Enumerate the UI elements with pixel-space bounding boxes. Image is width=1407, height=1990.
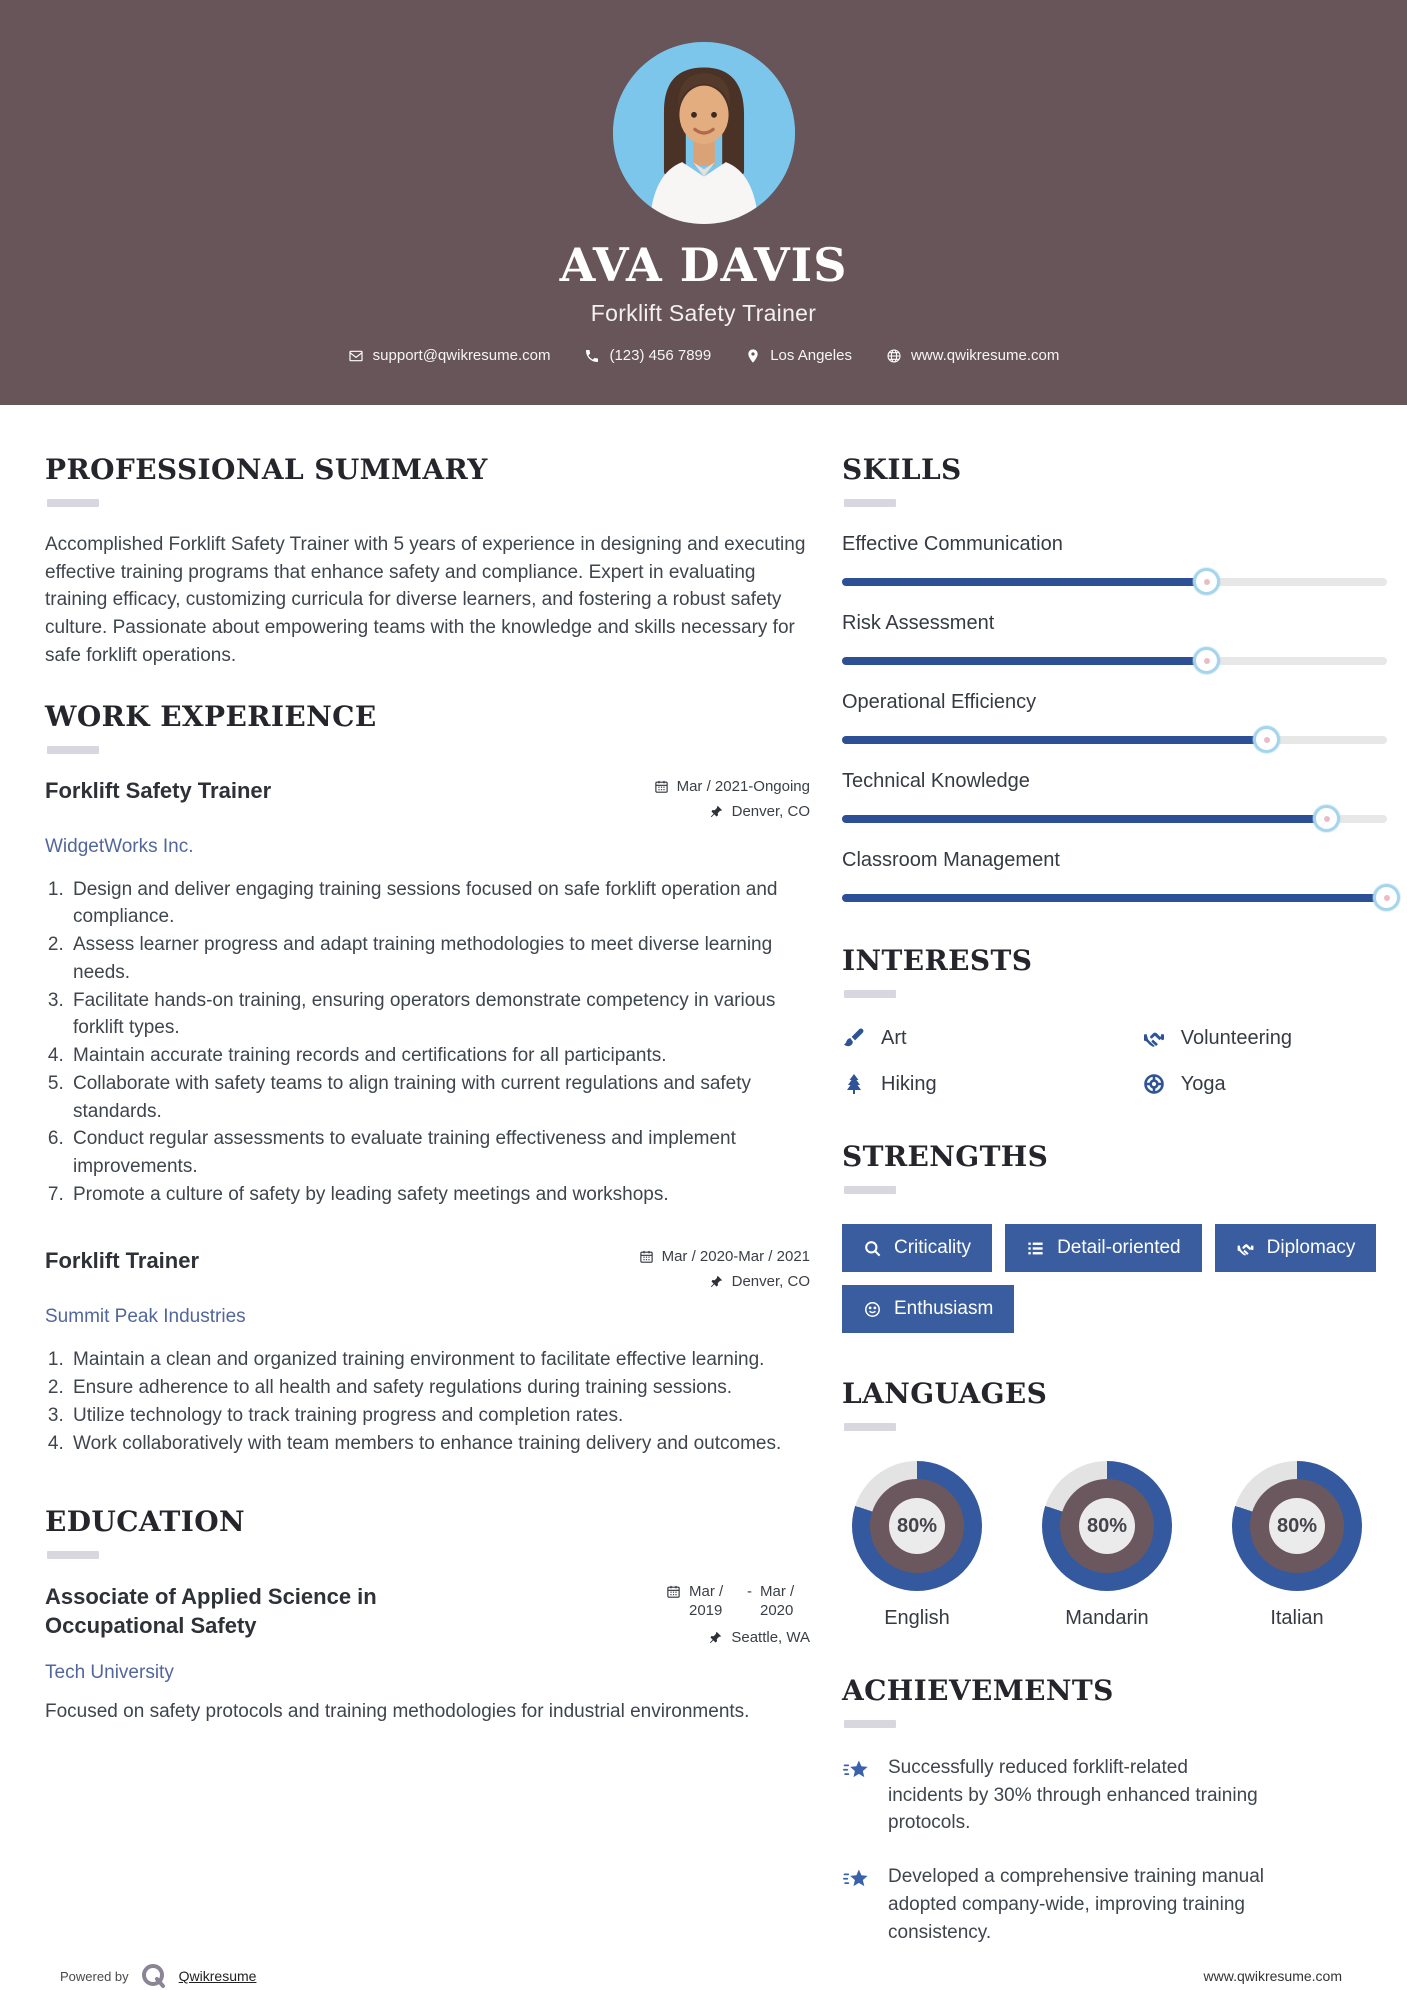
pushpin-icon bbox=[709, 804, 724, 819]
language-donut bbox=[1232, 1461, 1362, 1591]
education-date-start: Mar / 2019 bbox=[689, 1583, 724, 1620]
skill-row bbox=[842, 612, 1387, 665]
job-location-text: Denver, CO bbox=[731, 802, 810, 820]
header bbox=[0, 0, 1407, 405]
school-link[interactable]: Tech University bbox=[45, 1661, 174, 1683]
heading-underline bbox=[47, 499, 99, 507]
job-location-text: Denver, CO bbox=[731, 1273, 810, 1291]
company-link[interactable]: Summit Peak Industries bbox=[45, 1306, 246, 1328]
interests-section bbox=[842, 944, 1387, 1096]
search-icon bbox=[863, 1239, 882, 1258]
language-item bbox=[842, 1461, 992, 1630]
contact-website bbox=[886, 347, 1059, 364]
contact-website-text: www.qwikresume.com bbox=[910, 347, 1060, 364]
skill-label: Classroom Management bbox=[842, 849, 1060, 871]
strength-label: Criticality bbox=[894, 1237, 972, 1258]
summary-section bbox=[45, 453, 810, 670]
languages-section bbox=[842, 1377, 1387, 1630]
slider-handle[interactable] bbox=[1313, 805, 1340, 832]
envelope-icon bbox=[348, 348, 364, 364]
footer-website: www.qwikresume.com bbox=[1203, 1968, 1342, 1985]
skill-slider[interactable] bbox=[842, 815, 1387, 823]
powered-by-label: Powered by bbox=[60, 1968, 129, 1984]
achievements-section bbox=[842, 1674, 1387, 1946]
job-meta bbox=[639, 1248, 810, 1298]
contact-email bbox=[348, 347, 551, 364]
language-item bbox=[1222, 1461, 1372, 1630]
strength-label: Diplomacy bbox=[1266, 1237, 1356, 1258]
summary-text: Accomplished Forklift Safety Trainer with 5 years of experience in designing and executing effective training programs that enhance safety and compliance. Expert in evaluating training efficacy, customizing curricula for diverse learners, and fostering a robust safety culture. Passionate about empowering teams with the knowledge and skills necessary for safe forklift operations. bbox=[45, 534, 806, 666]
slider-handle[interactable] bbox=[1193, 568, 1220, 595]
interest-label: Art bbox=[881, 1026, 907, 1049]
tree-icon bbox=[842, 1072, 866, 1096]
interest-item bbox=[842, 1026, 1142, 1050]
strengths-list bbox=[842, 1224, 1387, 1333]
lifebuoy-icon bbox=[1142, 1072, 1166, 1096]
job-title: Forklift Trainer bbox=[45, 1248, 200, 1274]
education-heading: EDUCATION bbox=[45, 1505, 246, 1539]
phone-icon bbox=[584, 348, 600, 364]
bullet-item: 4. Work collaboratively with team members to enhance training delivery and outcomes. bbox=[69, 1430, 810, 1458]
company-link[interactable]: WidgetWorks Inc. bbox=[45, 835, 194, 857]
achievements-heading: ACHIEVEMENTS bbox=[842, 1674, 1114, 1707]
slider-handle[interactable] bbox=[1193, 647, 1220, 674]
job-entry bbox=[45, 1248, 810, 1457]
slider-handle[interactable] bbox=[1253, 726, 1280, 753]
language-percent: 80% bbox=[1269, 1498, 1325, 1554]
job-date-text: Mar / 2020-Mar / 2021 bbox=[661, 1248, 810, 1266]
contact-row bbox=[0, 347, 1407, 364]
handshake-icon bbox=[1142, 1026, 1166, 1050]
work-heading: WORK EXPERIENCE bbox=[45, 699, 377, 733]
left-column bbox=[45, 453, 810, 1726]
interest-label: Hiking bbox=[881, 1072, 937, 1095]
strength-chip-enthusiasm[interactable] bbox=[842, 1285, 1014, 1333]
interests-heading: INTERESTS bbox=[842, 944, 1033, 977]
handshake-icon bbox=[1236, 1239, 1255, 1258]
job-date-text: Mar / 2021-Ongoing bbox=[676, 777, 810, 795]
skill-row bbox=[842, 770, 1387, 823]
pushpin-icon bbox=[708, 1630, 723, 1645]
achievement-text: Successfully reduced forklift-related incidents by 30% through enhanced training protocols. bbox=[888, 1757, 1258, 1834]
paintbrush-icon bbox=[842, 1026, 866, 1050]
language-percent: 80% bbox=[1079, 1498, 1135, 1554]
calendar-icon bbox=[666, 1584, 681, 1599]
heading-underline bbox=[844, 499, 896, 507]
language-label: Mandarin bbox=[1065, 1607, 1149, 1629]
education-section bbox=[45, 1505, 810, 1725]
contact-email-text: support@qwikresume.com bbox=[372, 347, 551, 364]
degree-title: Associate of Applied Science in Occupational Safety bbox=[45, 1584, 377, 1639]
skills-heading: SKILLS bbox=[842, 453, 962, 486]
skill-slider[interactable] bbox=[842, 657, 1387, 665]
avatar-illustration bbox=[613, 42, 795, 224]
job-date bbox=[639, 1248, 810, 1265]
job-bullets bbox=[69, 876, 810, 1209]
smiley-icon bbox=[863, 1300, 882, 1319]
language-donut bbox=[1042, 1461, 1172, 1591]
strengths-section bbox=[842, 1140, 1387, 1333]
interest-label: Volunteering bbox=[1180, 1026, 1292, 1049]
person-name: AVA DAVIS bbox=[559, 238, 848, 292]
job-entry bbox=[45, 778, 810, 1209]
contact-location bbox=[745, 347, 852, 364]
heading-underline bbox=[844, 990, 896, 998]
achievement-text: Developed a comprehensive training manual adopted company-wide, improving training consistency. bbox=[888, 1866, 1265, 1943]
strength-chip-detail-oriented[interactable] bbox=[1005, 1224, 1202, 1272]
strengths-heading: STRENGTHS bbox=[842, 1140, 1049, 1173]
interest-item bbox=[842, 1072, 1142, 1096]
skill-label: Operational Efficiency bbox=[842, 691, 1037, 713]
education-location bbox=[666, 1629, 810, 1646]
work-section bbox=[45, 700, 810, 1458]
education-entry bbox=[45, 1583, 810, 1725]
heading-underline bbox=[844, 1186, 896, 1194]
interest-item bbox=[1142, 1072, 1387, 1096]
bullet-item: 7. Promote a culture of safety by leading safety meetings and workshops. bbox=[69, 1181, 810, 1209]
qwikresume-link[interactable]: Qwikresume bbox=[178, 1968, 257, 1985]
achievement-item bbox=[842, 1863, 1387, 1946]
language-label: English bbox=[884, 1607, 950, 1629]
job-title: Forklift Safety Trainer bbox=[45, 777, 272, 803]
skill-row bbox=[842, 533, 1387, 586]
job-meta bbox=[654, 778, 810, 828]
bullet-item: 1. Maintain a clean and organized training environment to facilitate effective learning. bbox=[69, 1346, 810, 1374]
list-icon bbox=[1026, 1239, 1045, 1258]
heading-underline bbox=[844, 1423, 896, 1431]
job-bullets bbox=[69, 1346, 810, 1457]
education-date-separator: - bbox=[747, 1583, 752, 1601]
person-title: Forklift Safety Trainer bbox=[590, 300, 817, 326]
language-percent: 80% bbox=[889, 1498, 945, 1554]
contact-location-text: Los Angeles bbox=[770, 347, 852, 364]
location-pin-icon bbox=[745, 348, 761, 364]
interests-grid bbox=[842, 1026, 1387, 1096]
skill-label: Risk Assessment bbox=[842, 612, 995, 634]
interest-label: Yoga bbox=[1180, 1072, 1226, 1095]
skills-section bbox=[842, 453, 1387, 902]
languages-heading: LANGUAGES bbox=[842, 1377, 1048, 1410]
language-donut bbox=[852, 1461, 982, 1591]
skill-slider[interactable] bbox=[842, 894, 1387, 902]
contact-phone bbox=[584, 347, 711, 364]
skill-label: Effective Communication bbox=[842, 533, 1063, 555]
right-column bbox=[842, 453, 1387, 1946]
education-description: Focused on safety protocols and training methodologies for industrial environments. bbox=[45, 1700, 750, 1722]
skill-row bbox=[842, 849, 1387, 902]
calendar-icon bbox=[654, 779, 669, 794]
skill-slider[interactable] bbox=[842, 578, 1387, 586]
education-date bbox=[666, 1583, 810, 1621]
bullet-item: 3. Utilize technology to track training progress and completion rates. bbox=[69, 1402, 810, 1430]
strength-label: Detail-oriented bbox=[1057, 1237, 1181, 1258]
footer bbox=[0, 1946, 1407, 1990]
education-meta bbox=[666, 1583, 810, 1654]
job-location bbox=[654, 803, 810, 820]
star-icon bbox=[842, 1756, 872, 1786]
slider-handle[interactable] bbox=[1373, 884, 1400, 911]
education-location-text: Seattle, WA bbox=[731, 1628, 810, 1646]
bullet-item: 6. Conduct regular assessments to evaluate training effectiveness and implement improvements. bbox=[69, 1125, 810, 1180]
job-date bbox=[654, 778, 810, 795]
footer-branding bbox=[60, 1961, 256, 1990]
bullet-item: 3. Facilitate hands-on training, ensuring operators demonstrate competency in various forklift types. bbox=[69, 987, 810, 1042]
education-date-end: Mar / 2020 bbox=[760, 1583, 795, 1620]
skill-label: Technical Knowledge bbox=[842, 770, 1030, 792]
avatar bbox=[613, 42, 795, 224]
globe-icon bbox=[886, 348, 902, 364]
bullet-item: 4. Maintain accurate training records and certifications for all participants. bbox=[69, 1042, 810, 1070]
star-icon bbox=[842, 1865, 872, 1895]
strength-label: Enthusiasm bbox=[894, 1298, 994, 1319]
qwikresume-logo-icon bbox=[139, 1961, 169, 1990]
languages-row bbox=[842, 1461, 1387, 1630]
contact-phone-text: (123) 456 7899 bbox=[609, 347, 712, 364]
job-location bbox=[639, 1273, 810, 1290]
bullet-item: 2. Assess learner progress and adapt training methodologies to meet diverse learning needs. bbox=[69, 931, 810, 986]
language-item bbox=[1032, 1461, 1182, 1630]
bullet-item: 1. Design and deliver engaging training sessions focused on safe forklift operation and compliance. bbox=[69, 876, 810, 931]
calendar-icon bbox=[639, 1249, 654, 1264]
strength-chip-criticality[interactable] bbox=[842, 1224, 992, 1272]
heading-underline bbox=[47, 746, 99, 754]
bullet-item: 2. Ensure adherence to all health and safety regulations during training sessions. bbox=[69, 1374, 810, 1402]
strength-chip-diplomacy[interactable] bbox=[1215, 1224, 1377, 1272]
achievement-item bbox=[842, 1754, 1387, 1837]
interest-item bbox=[1142, 1026, 1387, 1050]
summary-heading: PROFESSIONAL SUMMARY bbox=[45, 453, 488, 486]
skill-row bbox=[842, 691, 1387, 744]
heading-underline bbox=[47, 1551, 99, 1559]
skill-slider[interactable] bbox=[842, 736, 1387, 744]
language-label: Italian bbox=[1270, 1607, 1324, 1629]
heading-underline bbox=[844, 1720, 896, 1728]
bullet-item: 5. Collaborate with safety teams to align training with current regulations and safety standards. bbox=[69, 1070, 810, 1125]
main-content bbox=[0, 405, 1407, 1946]
pushpin-icon bbox=[709, 1274, 724, 1289]
